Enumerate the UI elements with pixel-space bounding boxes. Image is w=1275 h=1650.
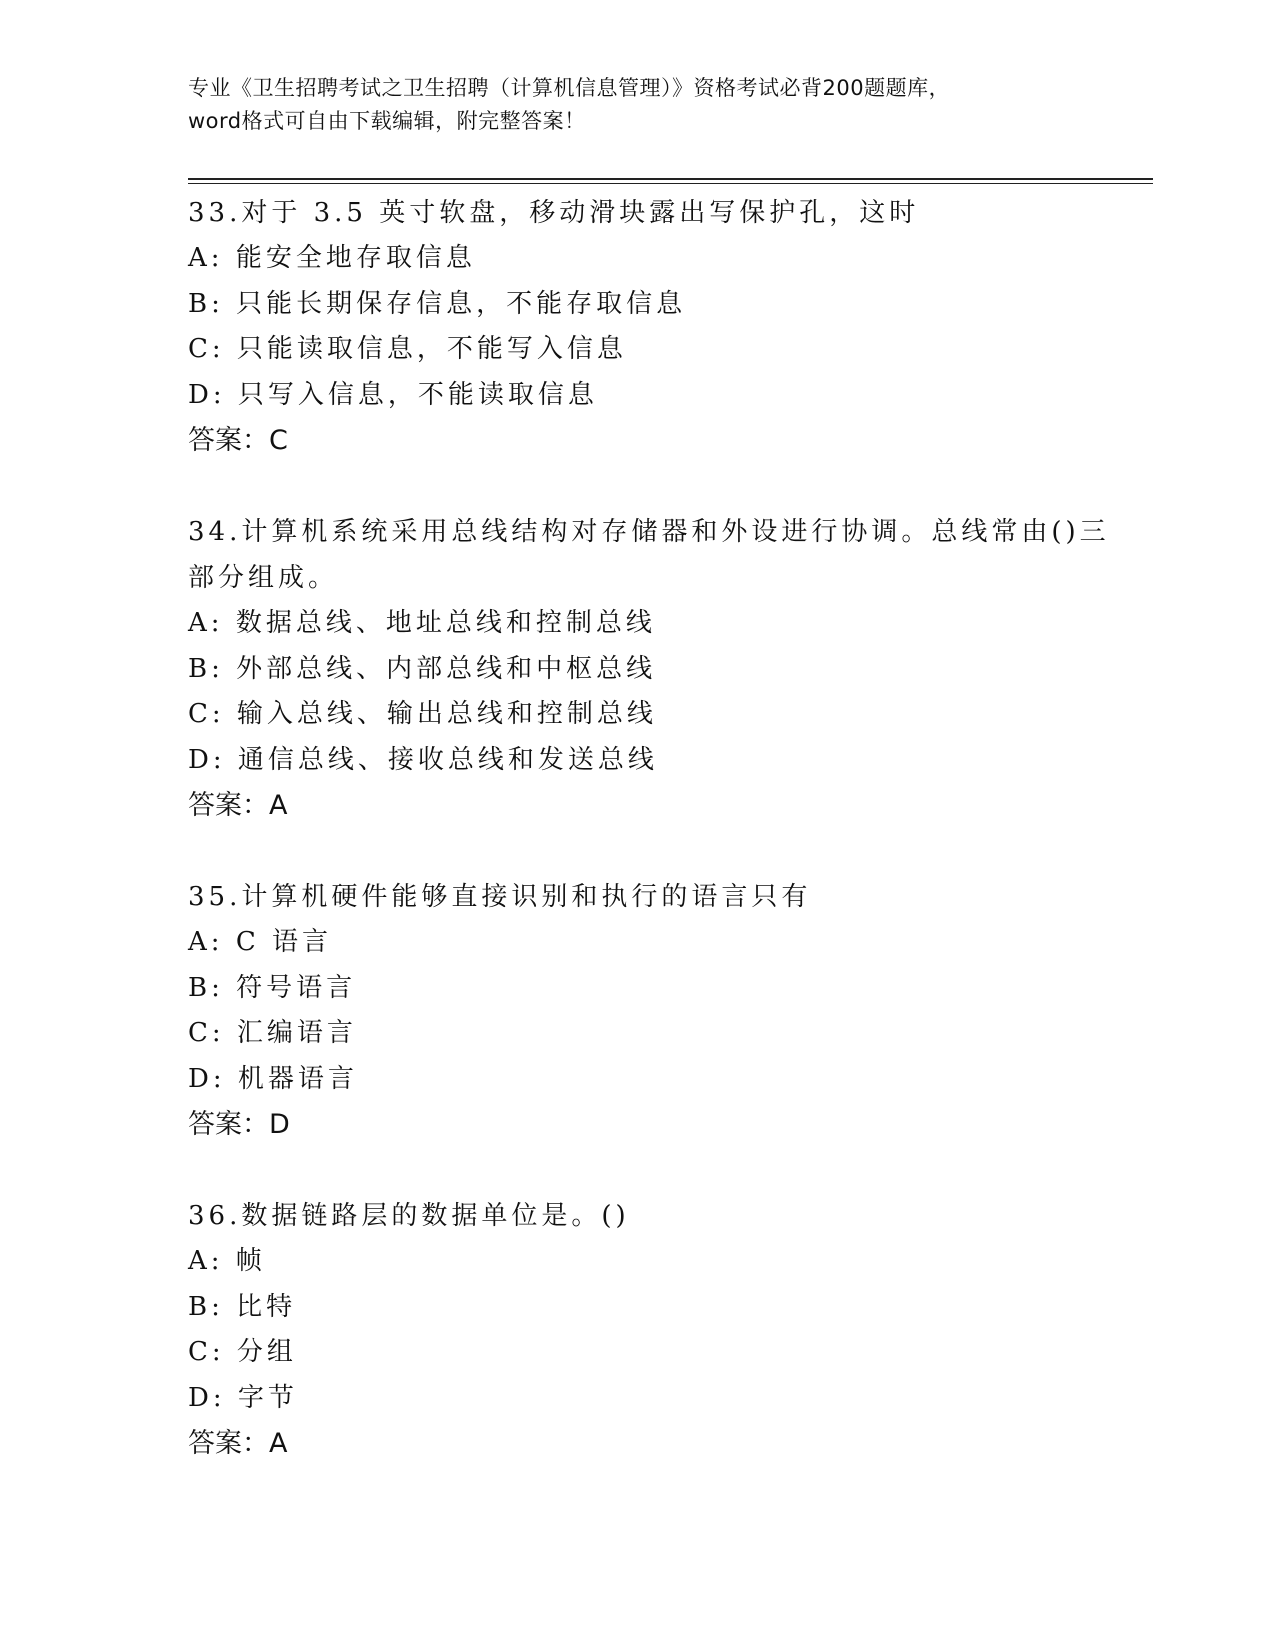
option-d	[188, 1057, 1088, 1103]
option-text: C 语言	[235, 927, 332, 957]
option-b	[188, 282, 1088, 328]
option-text: 能安全地存取信息	[235, 243, 476, 273]
option-letter: B:	[188, 1291, 224, 1322]
option-letter: A:	[188, 1246, 224, 1276]
question-stem-line: 36.数据链路层的数据单位是。()	[188, 1201, 630, 1231]
option-text: 字节	[237, 1382, 298, 1413]
option-a	[188, 920, 1088, 966]
header-divider-thin	[188, 183, 1153, 184]
option-a	[188, 1239, 1088, 1285]
option-c	[188, 692, 1088, 738]
question-stem-line: 33.对于 3.5 英寸软盘，移动滑块露出写保护孔，这时	[188, 198, 920, 228]
option-letter: A:	[188, 608, 224, 638]
question-35	[188, 874, 1088, 1148]
question-stem	[188, 874, 1078, 920]
option-text: 分组	[236, 1337, 297, 1367]
option-text: 外部总线、内部总线和中枢总线	[236, 653, 657, 684]
option-text: 通信总线、接收总线和发送总线	[237, 744, 658, 775]
question-list	[188, 190, 1110, 1512]
option-c	[188, 327, 1088, 373]
option-text: 只能长期保存信息，不能存取信息	[236, 288, 687, 319]
option-d	[188, 1376, 1088, 1422]
question-33	[188, 190, 1088, 464]
option-text: 符号语言	[236, 972, 357, 1003]
header-title-line-1: 专业《卫生招聘考试之卫生招聘（计算机信息管理）》资格考试必背200题题库，	[188, 76, 951, 100]
option-letter: B:	[188, 288, 224, 319]
option-d	[188, 738, 1088, 784]
answer-line: 答案：C	[188, 425, 288, 456]
option-b	[188, 966, 1088, 1012]
option-text: 汇编语言	[236, 1018, 357, 1048]
option-text: 比特	[236, 1291, 297, 1322]
question-36	[188, 1193, 1088, 1467]
option-letter: D:	[188, 379, 226, 410]
answer-line: 答案：A	[188, 1428, 288, 1459]
option-text: 输入总线、输出总线和控制总线	[236, 699, 657, 729]
option-text: 数据总线、地址总线和控制总线	[235, 608, 656, 638]
option-letter: D:	[188, 1063, 226, 1094]
option-letter: C:	[188, 1337, 225, 1367]
option-letter: B:	[188, 653, 224, 684]
header-divider-thick	[188, 178, 1153, 180]
option-letter: A:	[188, 927, 224, 957]
header-title-line-2: word格式可自由下载编辑，附完整答案！	[188, 109, 586, 133]
option-letter: B:	[188, 972, 224, 1003]
option-letter: A:	[188, 243, 224, 273]
answer-line: 答案：D	[188, 1109, 290, 1140]
option-letter: C:	[188, 699, 225, 729]
question-stem	[188, 190, 1078, 236]
option-letter: D:	[188, 1382, 226, 1413]
option-text: 只能读取信息，不能写入信息	[236, 334, 627, 364]
option-d	[188, 373, 1088, 419]
option-letter: C:	[188, 1018, 225, 1048]
question-stem-line: 34.计算机系统采用总线结构对存储器和外设进行协调。总线常由()三	[188, 517, 1110, 547]
document-header	[188, 72, 1088, 138]
option-c	[188, 1330, 1088, 1376]
option-text: 帧	[235, 1246, 266, 1276]
option-letter: D:	[188, 744, 226, 775]
option-text: 只写入信息，不能读取信息	[237, 379, 598, 410]
option-letter: C:	[188, 334, 225, 364]
option-b	[188, 1285, 1088, 1331]
question-34	[188, 509, 1110, 829]
option-b	[188, 647, 1088, 693]
question-stem	[188, 1193, 1078, 1239]
answer-line: 答案：A	[188, 790, 288, 821]
question-stem	[188, 509, 1110, 601]
option-a	[188, 601, 1088, 647]
question-stem-line: 部分组成。	[188, 563, 339, 593]
option-c	[188, 1011, 1088, 1057]
option-a	[188, 236, 1088, 282]
question-stem-line: 35.计算机硬件能够直接识别和执行的语言只有	[188, 882, 812, 912]
option-text: 机器语言	[237, 1063, 358, 1094]
